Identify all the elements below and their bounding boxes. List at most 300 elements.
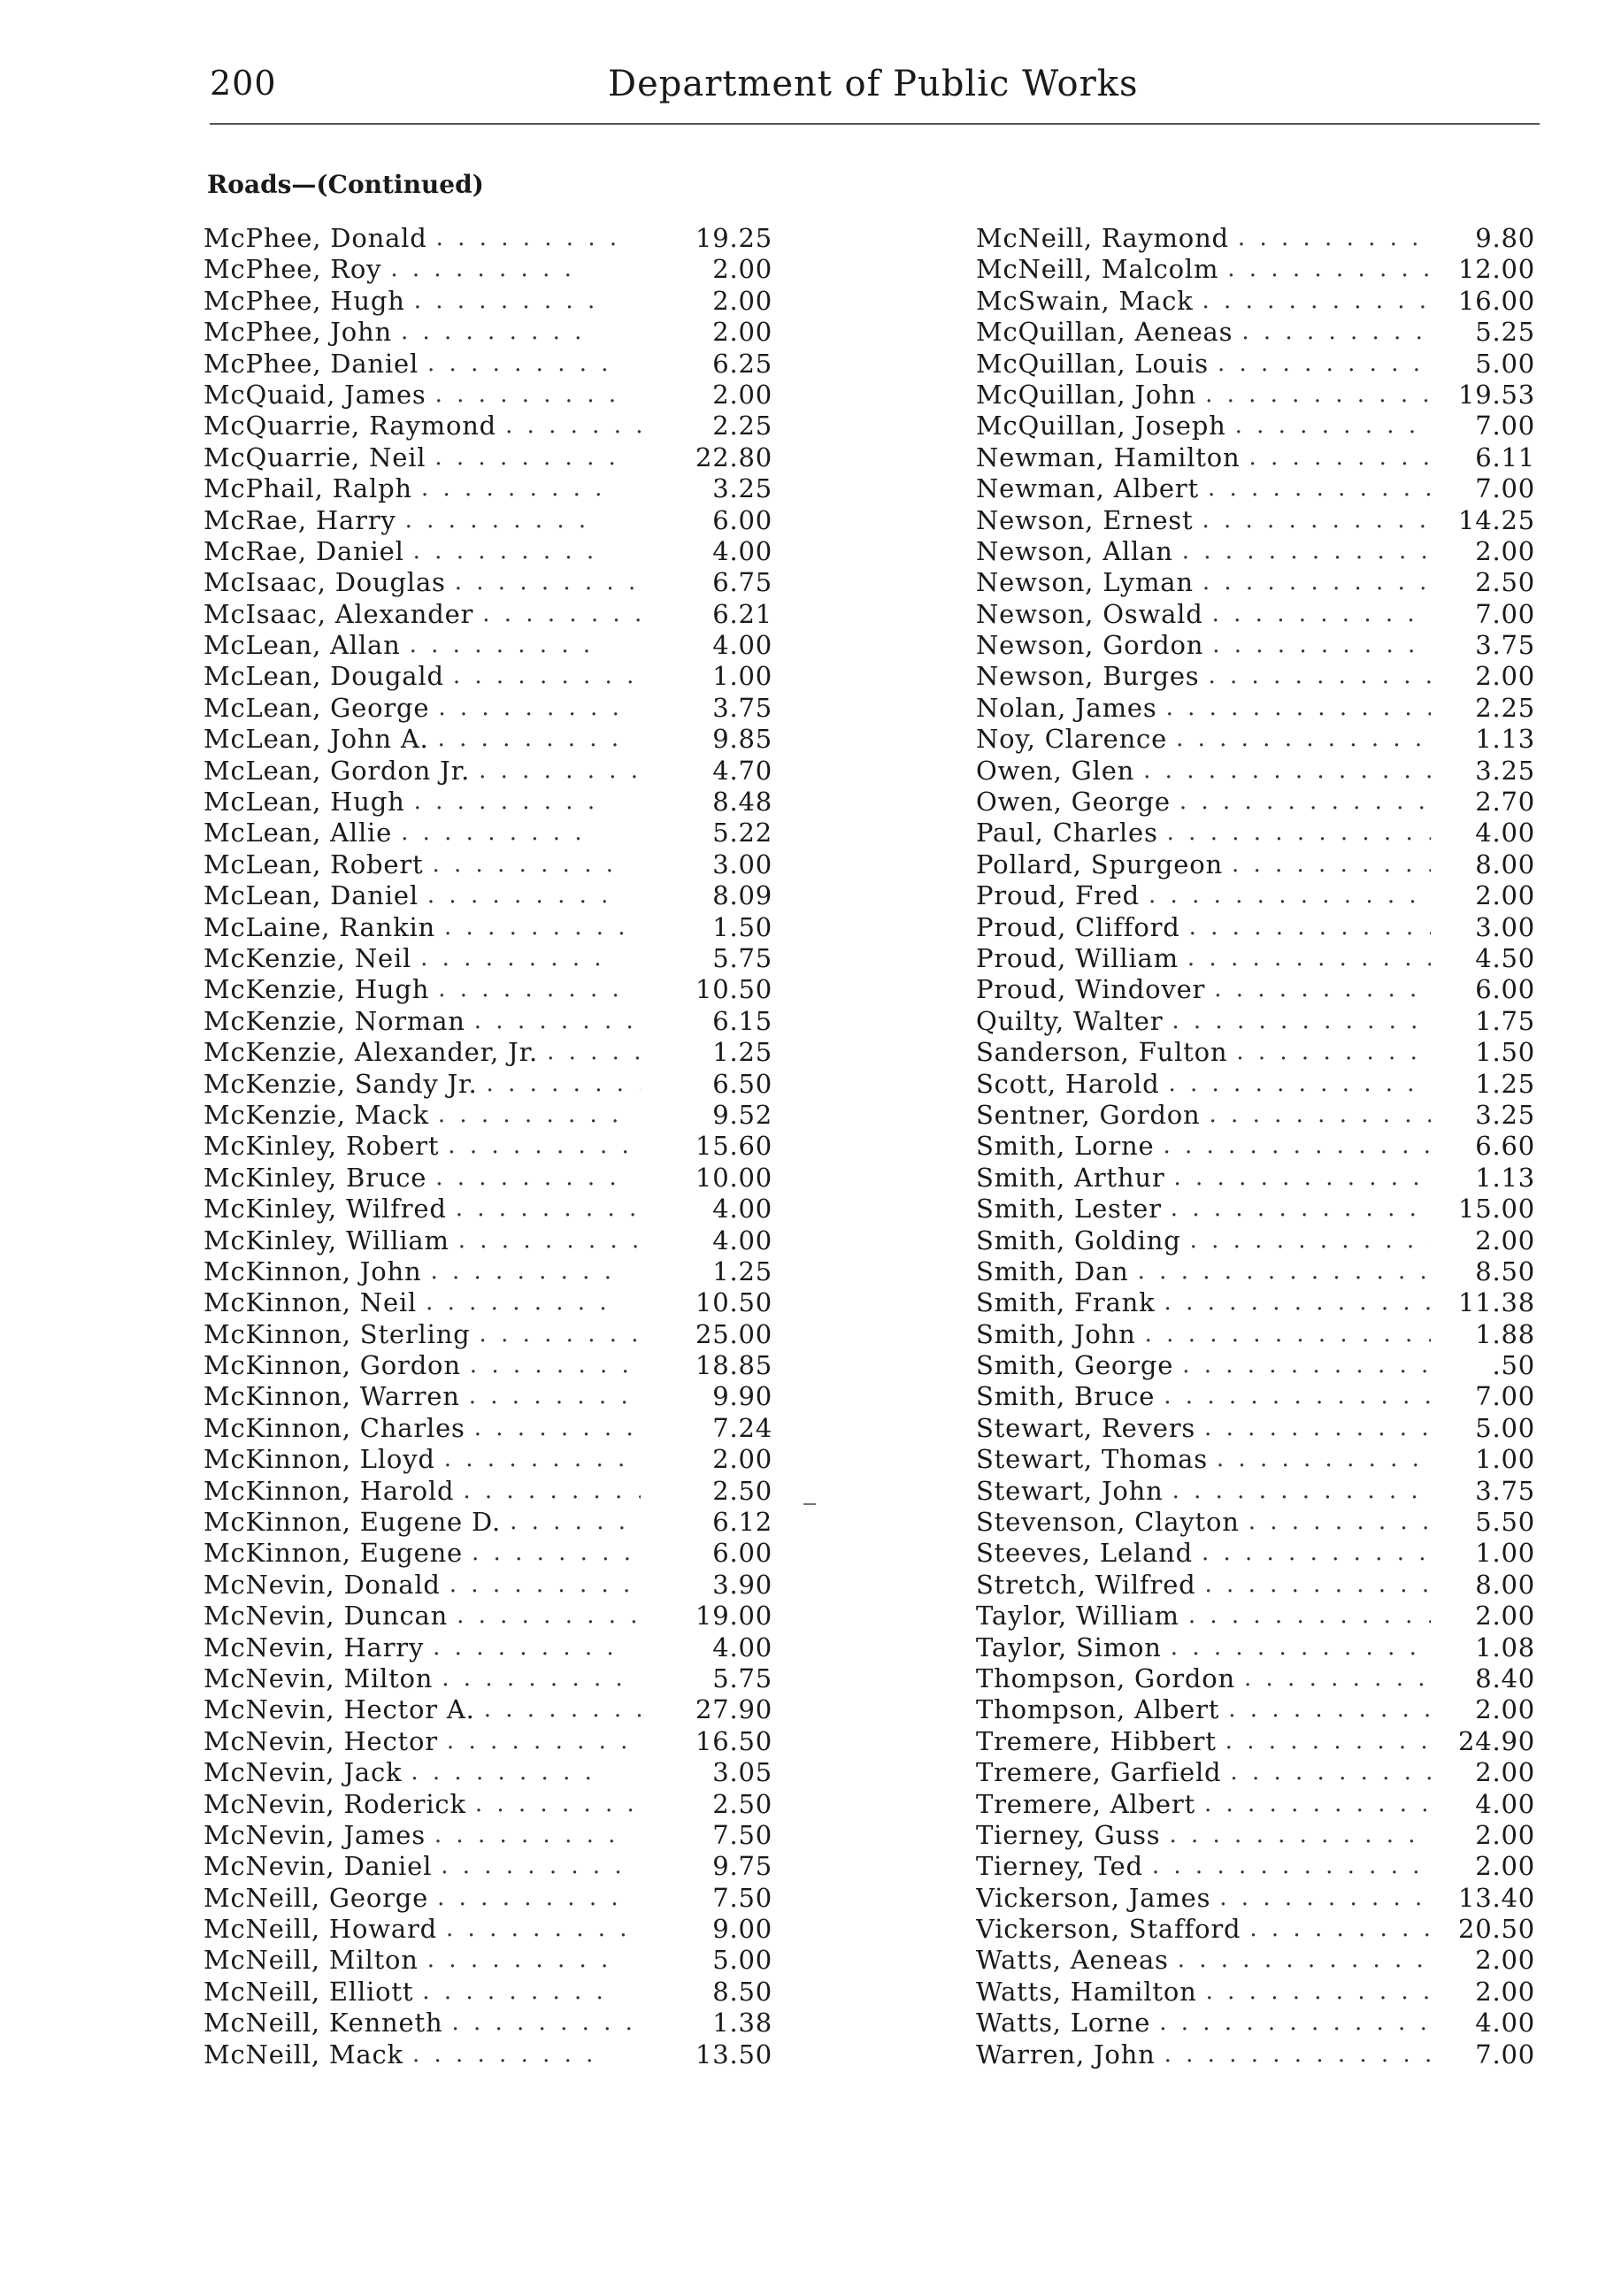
- entry-name-wrap: [204, 599, 646, 630]
- entry-name-wrap: [204, 1820, 646, 1851]
- entry-amount: 6.75: [712, 567, 772, 598]
- entry-amount: 22.80: [695, 442, 772, 472]
- dot-leader: [1187, 943, 1431, 974]
- dot-leader: [1227, 254, 1431, 285]
- dot-leader: [427, 880, 622, 911]
- dot-leader: [469, 1381, 641, 1412]
- right-column: [976, 223, 1535, 2070]
- entry-amount: 3.75: [1475, 1475, 1535, 1506]
- dot-leader: [413, 536, 608, 567]
- dot-leader: [470, 1350, 641, 1381]
- dot-leader: [1219, 1883, 1431, 1914]
- list-item: [204, 1977, 772, 2008]
- entry-name-wrap: [204, 1851, 646, 1882]
- list-item: [976, 818, 1535, 849]
- list-item: [204, 1069, 772, 1100]
- entry-amount: 19.00: [695, 1601, 772, 1632]
- dot-leader: [401, 317, 595, 348]
- entry-name-wrap: [204, 1883, 646, 1914]
- list-item: [976, 567, 1535, 598]
- entry-name: McNevin, Roderick: [204, 1788, 466, 1819]
- entry-amount: 2.00: [1475, 1601, 1535, 1632]
- entry-amount: 5.00: [1475, 348, 1535, 379]
- list-item: [204, 849, 772, 880]
- entry-amount: 1.25: [712, 1256, 772, 1286]
- list-item: [204, 880, 772, 911]
- dot-leader: [1235, 411, 1431, 442]
- list-item: [976, 317, 1535, 348]
- dot-leader: [1214, 974, 1431, 1005]
- dot-leader: [1164, 2039, 1431, 2070]
- entry-amount: 2.00: [712, 379, 772, 410]
- entry-amount: 8.40: [1475, 1662, 1535, 1693]
- entry-amount: 2.50: [712, 1475, 772, 1506]
- list-item: [976, 1694, 1535, 1725]
- entry-name-wrap: [204, 693, 646, 724]
- entry-name-wrap: [976, 1413, 1436, 1444]
- entry-name-wrap: [976, 380, 1436, 411]
- entry-name: Tremere, Garfield: [976, 1757, 1222, 1788]
- entry-name: Smith, Bruce: [976, 1381, 1156, 1412]
- entry-name-wrap: [976, 1100, 1436, 1131]
- entry-amount: 7.00: [1475, 2039, 1535, 2069]
- entry-name: Sanderson, Fulton: [976, 1037, 1228, 1068]
- list-item: [976, 473, 1535, 504]
- entry-amount: 2.00: [1475, 535, 1535, 566]
- list-item: [204, 567, 772, 598]
- entry-name: McKinley, William: [204, 1225, 449, 1256]
- entry-amount: 5.25: [1475, 317, 1535, 348]
- dot-leader: [1225, 1726, 1431, 1757]
- entry-name-wrap: [976, 1694, 1436, 1725]
- entry-name-wrap: [204, 1100, 646, 1131]
- list-item: [204, 1256, 772, 1287]
- entry-name-wrap: [976, 599, 1436, 630]
- entry-amount: 4.00: [712, 1632, 772, 1662]
- dot-leader: [437, 1883, 632, 1914]
- entry-name-wrap: [204, 849, 646, 880]
- entry-name: Watts, Aeneas: [976, 1945, 1169, 1976]
- entry-name: McNeill, Raymond: [976, 223, 1229, 253]
- entry-name: McKenzie, Norman: [204, 1005, 465, 1036]
- entry-name-wrap: [976, 661, 1436, 692]
- list-item: [976, 599, 1535, 630]
- entry-name-wrap: [204, 317, 646, 348]
- dot-leader: [1232, 849, 1431, 880]
- dot-leader: [430, 1256, 625, 1287]
- dot-leader: [426, 1287, 620, 1318]
- list-item: [204, 1694, 772, 1725]
- list-item: [976, 943, 1535, 974]
- list-item: [976, 1194, 1535, 1225]
- list-item: [976, 1663, 1535, 1694]
- dot-leader: [1212, 630, 1431, 661]
- entry-name: McIsaac, Douglas: [204, 567, 446, 598]
- entry-name: Tremere, Albert: [976, 1788, 1195, 1819]
- entry-name: Watts, Hamilton: [976, 1976, 1197, 2007]
- page-header: [210, 64, 1537, 117]
- entry-name-wrap: [204, 1256, 646, 1287]
- entry-amount: 2.25: [1475, 692, 1535, 723]
- entry-name: McLean, John A.: [204, 724, 429, 755]
- entry-amount: 2.00: [1475, 1694, 1535, 1725]
- entry-amount: 3.25: [1475, 1099, 1535, 1130]
- dot-leader: [1202, 505, 1431, 536]
- entry-name-wrap: [204, 473, 646, 504]
- entry-name-wrap: [204, 1977, 646, 2008]
- entry-name: Newson, Oswald: [976, 598, 1203, 629]
- entry-name-wrap: [976, 349, 1436, 380]
- entry-name-wrap: [976, 1037, 1436, 1068]
- entry-amount: 13.40: [1457, 1882, 1535, 1913]
- entry-name: Newson, Gordon: [976, 630, 1204, 661]
- entry-amount: 5.00: [1475, 1412, 1535, 1443]
- dot-leader: [458, 1225, 641, 1256]
- entry-name: Smith, Lorne: [976, 1131, 1155, 1162]
- dot-leader: [422, 1977, 617, 2008]
- entry-amount: 1.00: [712, 661, 772, 692]
- dot-leader: [1182, 1350, 1431, 1381]
- entry-amount: 8.09: [712, 880, 772, 911]
- list-item: [204, 693, 772, 724]
- entry-amount: 19.53: [1457, 379, 1535, 410]
- list-item: [976, 849, 1535, 880]
- dot-leader: [1179, 787, 1431, 818]
- list-item: [976, 1570, 1535, 1601]
- entry-name-wrap: [204, 1069, 646, 1100]
- entry-amount: 18.85: [695, 1350, 772, 1381]
- list-item: [204, 254, 772, 285]
- entry-name-wrap: [204, 442, 646, 473]
- dot-leader: [505, 411, 641, 442]
- list-item: [976, 411, 1535, 442]
- entry-amount: 2.00: [1475, 661, 1535, 692]
- entry-amount: 9.80: [1475, 223, 1535, 253]
- dot-leader: [1167, 818, 1431, 849]
- entry-name: Owen, George: [976, 787, 1171, 818]
- dot-leader: [1208, 473, 1431, 504]
- list-item: [204, 1163, 772, 1194]
- entry-name: Stewart, Revers: [976, 1412, 1196, 1443]
- list-item: [976, 1914, 1535, 1945]
- entry-amount: 1.13: [1475, 1162, 1535, 1193]
- entry-name: McKinnon, Lloyd: [204, 1444, 435, 1475]
- entry-name-wrap: [976, 317, 1436, 348]
- entry-name-wrap: [976, 1444, 1436, 1475]
- entry-amount: 1.00: [1475, 1444, 1535, 1475]
- entry-name: McPhail, Ralph: [204, 473, 412, 504]
- list-item: [204, 1851, 772, 1882]
- entry-amount: 2.00: [712, 1444, 772, 1475]
- dot-leader: [438, 693, 633, 724]
- list-item: [976, 912, 1535, 943]
- dot-leader: [1230, 1757, 1431, 1788]
- entry-name-wrap: [204, 661, 646, 692]
- dot-leader: [1166, 693, 1431, 724]
- dot-leader: [1171, 1194, 1431, 1225]
- list-item: [204, 724, 772, 755]
- entry-name-wrap: [976, 1663, 1436, 1694]
- entry-name: McLean, George: [204, 692, 430, 723]
- entry-name: Newson, Ernest: [976, 504, 1194, 535]
- dot-leader: [455, 567, 641, 598]
- dot-leader: [1206, 1977, 1431, 2008]
- entry-name: Tierney, Guss: [976, 1819, 1161, 1850]
- list-item: [976, 1945, 1535, 1976]
- entry-amount: 9.90: [712, 1381, 772, 1412]
- entry-amount: 9.75: [712, 1851, 772, 1882]
- list-item: [976, 1131, 1535, 1162]
- entry-name: McKinley, Robert: [204, 1131, 440, 1162]
- entry-name: McKinnon, Warren: [204, 1381, 460, 1412]
- entry-name: McKinnon, John: [204, 1256, 422, 1286]
- dot-leader: [1159, 2008, 1431, 2039]
- entry-name: Proud, William: [976, 942, 1179, 973]
- entry-name-wrap: [976, 849, 1436, 880]
- entry-name-wrap: [204, 380, 646, 411]
- list-item: [204, 505, 772, 536]
- list-item: [204, 1663, 772, 1694]
- entry-amount: 6.21: [712, 598, 772, 629]
- entry-name: McLean, Daniel: [204, 880, 419, 911]
- list-item: [204, 1914, 772, 1945]
- entry-name: Pollard, Spurgeon: [976, 849, 1223, 879]
- dot-leader: [1202, 1538, 1431, 1569]
- entry-amount: 3.25: [1475, 755, 1535, 786]
- entry-amount: 4.70: [712, 755, 772, 786]
- entry-name: McNeill, Elliott: [204, 1976, 414, 2007]
- list-item: [204, 1601, 772, 1632]
- dot-leader: [411, 1757, 605, 1788]
- entry-name: McQuillan, Aeneas: [976, 317, 1233, 348]
- list-item: [204, 974, 772, 1005]
- dot-leader: [1164, 1381, 1431, 1412]
- entry-name: Smith, Arthur: [976, 1162, 1165, 1193]
- list-item: [976, 1163, 1535, 1194]
- entry-amount: 5.00: [712, 1945, 772, 1976]
- list-item: [976, 1632, 1535, 1663]
- entry-amount: 9.85: [712, 724, 772, 755]
- list-item: [204, 223, 772, 254]
- entry-name: McPhee, Donald: [204, 223, 427, 253]
- dot-leader: [474, 1006, 641, 1037]
- entry-name: Sentner, Gordon: [976, 1099, 1201, 1130]
- list-item: [976, 661, 1535, 692]
- entry-amount: 10.50: [695, 1287, 772, 1318]
- entry-name: McQuillan, Louis: [976, 348, 1209, 379]
- list-item: [976, 349, 1535, 380]
- entry-amount: 9.52: [712, 1099, 772, 1130]
- header-rule: [210, 123, 1540, 125]
- entry-name-wrap: [976, 254, 1436, 285]
- entry-name-wrap: [204, 2008, 646, 2039]
- dot-leader: [1178, 1945, 1431, 1976]
- entry-name-wrap: [976, 1256, 1436, 1287]
- page-number: 200: [210, 64, 277, 103]
- list-item: [204, 1757, 772, 1788]
- list-item: [204, 912, 772, 943]
- entry-amount: 3.90: [712, 1569, 772, 1600]
- entry-name: McQuillan, Joseph: [976, 411, 1226, 442]
- entry-name: McNevin, Milton: [204, 1662, 434, 1693]
- entry-name-wrap: [204, 1413, 646, 1444]
- entry-amount: 10.50: [695, 974, 772, 1005]
- entry-amount: 6.00: [712, 1538, 772, 1569]
- list-item: [204, 1570, 772, 1601]
- list-item: [976, 630, 1535, 661]
- dot-leader: [438, 1100, 633, 1131]
- dot-leader: [1205, 380, 1431, 411]
- entry-amount: 8.48: [712, 787, 772, 818]
- entry-name: McKenzie, Hugh: [204, 974, 430, 1005]
- page-mark: [803, 1503, 816, 1505]
- entry-amount: 4.00: [1475, 818, 1535, 849]
- entry-amount: 7.50: [712, 1819, 772, 1850]
- dot-leader: [434, 442, 629, 473]
- entry-name: Thompson, Albert: [976, 1694, 1220, 1725]
- entry-name-wrap: [976, 756, 1436, 787]
- list-item: [976, 1507, 1535, 1538]
- entry-amount: .50: [1492, 1350, 1535, 1381]
- dot-leader: [436, 223, 631, 254]
- entry-name: McNeill, Malcolm: [976, 254, 1219, 285]
- list-item: [976, 1319, 1535, 1350]
- entry-name-wrap: [976, 818, 1436, 849]
- entry-name: Vickerson, James: [976, 1882, 1211, 1913]
- entry-name-wrap: [976, 1287, 1436, 1318]
- entry-name: Scott, Harold: [976, 1068, 1160, 1099]
- entry-amount: 27.90: [695, 1694, 772, 1725]
- dot-leader: [412, 2039, 607, 2070]
- list-item: [976, 756, 1535, 787]
- dot-leader: [1169, 1820, 1431, 1851]
- entry-name: Taylor, William: [976, 1601, 1179, 1632]
- list-item: [976, 1851, 1535, 1882]
- dot-leader: [1208, 661, 1431, 692]
- entry-name-wrap: [204, 974, 646, 1005]
- entry-name-wrap: [204, 349, 646, 380]
- entry-name: Thompson, Gordon: [976, 1662, 1235, 1693]
- entry-name: McPhee, Roy: [204, 254, 382, 285]
- entry-name: Stretch, Wilfred: [976, 1569, 1196, 1600]
- entry-amount: 2.00: [1475, 1757, 1535, 1788]
- list-item: [976, 1350, 1535, 1381]
- entry-name-wrap: [976, 505, 1436, 536]
- dot-leader: [1217, 1444, 1431, 1475]
- entry-name: McKinnon, Charles: [204, 1412, 465, 1443]
- list-item: [204, 1820, 772, 1851]
- entry-name-wrap: [976, 1163, 1436, 1194]
- entry-name-wrap: [976, 1632, 1436, 1663]
- entry-name-wrap: [204, 787, 646, 818]
- entry-name: McLean, Robert: [204, 849, 424, 879]
- entry-name: McNeill, Kenneth: [204, 2008, 443, 2039]
- entry-name: Taylor, Simon: [976, 1632, 1162, 1662]
- entry-name: McLean, Dougald: [204, 661, 444, 692]
- entry-name: McQuaid, James: [204, 379, 426, 410]
- dot-leader: [1172, 1476, 1431, 1507]
- dot-leader: [1190, 1225, 1431, 1256]
- entry-amount: 4.50: [1475, 942, 1535, 973]
- entry-amount: 19.25: [695, 223, 772, 253]
- list-item: [976, 1601, 1535, 1632]
- entry-amount: 6.60: [1475, 1131, 1535, 1162]
- entry-name: Newson, Lyman: [976, 567, 1194, 598]
- entry-name-wrap: [976, 1757, 1436, 1788]
- list-item: [976, 380, 1535, 411]
- entry-amount: 1.88: [1475, 1318, 1535, 1349]
- list-item: [204, 1100, 772, 1131]
- list-item: [976, 505, 1535, 536]
- list-item: [976, 724, 1535, 755]
- entry-name-wrap: [204, 1476, 646, 1507]
- dot-leader: [475, 1789, 641, 1820]
- entry-name-wrap: [976, 1069, 1436, 1100]
- entry-name: McPhee, John: [204, 317, 392, 348]
- list-item: [204, 380, 772, 411]
- entry-amount: 4.00: [712, 1194, 772, 1225]
- list-item: [976, 1037, 1535, 1068]
- list-item: [204, 630, 772, 661]
- dot-leader: [547, 1037, 641, 1068]
- entry-name: Noy, Clarence: [976, 724, 1168, 755]
- entry-amount: 16.00: [1457, 285, 1535, 316]
- dot-leader: [1218, 349, 1431, 380]
- entry-name: Vickerson, Stafford: [976, 1914, 1241, 1945]
- entry-amount: 7.24: [712, 1412, 772, 1443]
- dot-leader: [1202, 286, 1431, 317]
- list-item: [976, 2039, 1535, 2070]
- entry-name: McKinnon, Eugene D.: [204, 1507, 502, 1538]
- entry-name-wrap: [204, 724, 646, 755]
- entry-name-wrap: [976, 473, 1436, 504]
- dot-leader: [1168, 1069, 1431, 1100]
- entry-amount: 3.75: [1475, 630, 1535, 661]
- entry-name-wrap: [204, 1507, 646, 1538]
- entry-amount: 11.38: [1457, 1287, 1535, 1318]
- entry-amount: 5.50: [1475, 1507, 1535, 1538]
- entry-name-wrap: [204, 1601, 646, 1632]
- entry-name-wrap: [204, 536, 646, 567]
- entry-name: McNevin, Duncan: [204, 1601, 449, 1632]
- entry-name: McNeill, George: [204, 1882, 429, 1913]
- entry-name-wrap: [204, 223, 646, 254]
- entry-name-wrap: [976, 1538, 1436, 1569]
- list-item: [204, 1945, 772, 1976]
- dot-leader: [405, 505, 600, 536]
- section-heading: Roads—(Continued): [207, 170, 484, 199]
- dot-leader: [1176, 724, 1431, 755]
- entry-amount: 8.00: [1475, 849, 1535, 879]
- list-item: [204, 1225, 772, 1256]
- list-item: [204, 1789, 772, 1820]
- entry-name-wrap: [204, 818, 646, 849]
- dot-leader: [463, 1476, 641, 1507]
- list-item: [204, 536, 772, 567]
- entry-amount: 5.22: [712, 818, 772, 849]
- entry-name: Smith, George: [976, 1350, 1174, 1381]
- dot-leader: [1189, 912, 1431, 943]
- entry-amount: 3.05: [712, 1757, 772, 1788]
- entry-amount: 7.00: [1475, 1381, 1535, 1412]
- dot-leader: [1164, 1287, 1431, 1318]
- page-title: Department of Public Works: [608, 64, 1139, 104]
- entry-name: McSwain, Mack: [976, 285, 1194, 316]
- entry-name-wrap: [204, 1694, 646, 1725]
- dot-leader: [1149, 880, 1431, 911]
- list-item: [204, 1350, 772, 1381]
- entry-amount: 1.75: [1475, 1005, 1535, 1036]
